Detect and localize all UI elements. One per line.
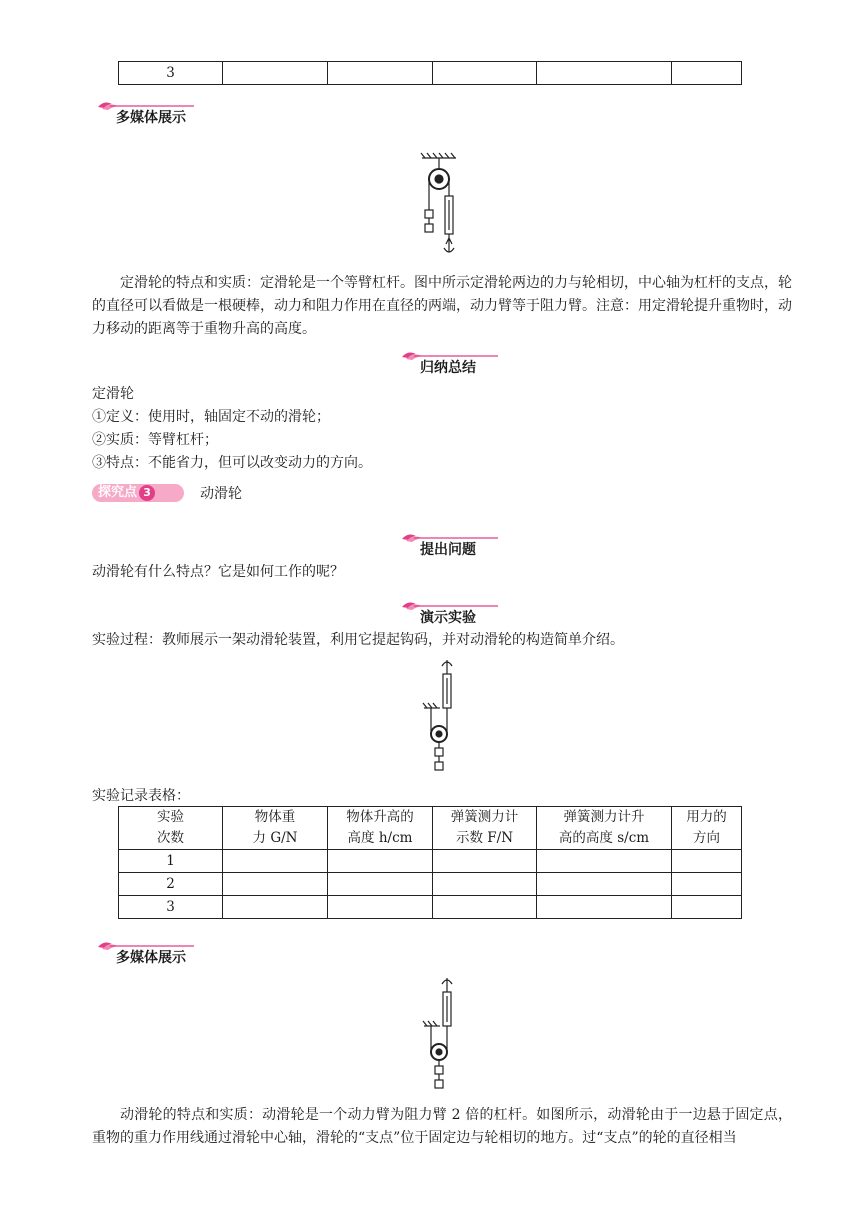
summary-title: 定滑轮 [92,386,134,402]
summary-item: ①定义：使用时，轴固定不动的滑轮； [92,409,330,425]
table-row [119,896,742,919]
paragraph-movable-pulley: 动滑轮的特点和实质：动滑轮是一个动力臂为阻力臂 2 倍的杠杆。如图所示，动滑轮由于一边悬于固定点，重物的重力作用线通过滑轮中心轴，滑轮的“支点”位于固定边与轮相切的地方。过“支点”的轮的直径相当 [92,1107,792,1146]
summary-item: ③特点：不能省力，但可以改变动力的方向。 [92,455,372,471]
top-table-fragment [118,61,742,85]
column-header: 物体升高的 高度 h/cm [328,807,433,850]
section-heading-multimedia: 多媒体展示 [96,944,196,966]
fixed-pulley-figure [416,152,466,264]
column-header: 实验 次数 [119,807,223,850]
column-header: 物体重 力 G/N [223,807,328,850]
table-cell: 1 [119,850,223,873]
movable-pulley-figure [422,976,472,1094]
section-heading-summary: 归纳总结 [400,354,500,376]
table-caption: 实验记录表格： [92,788,190,804]
summary-item: ②实质：等臂杠杆； [92,432,218,448]
experiment-record-table [118,806,742,919]
column-header: 用力的 方向 [672,807,742,850]
demo-text: 实验过程：教师展示一架动滑轮装置，利用它提起钩码，并对动滑轮的构造简单介绍。 [92,632,624,648]
table-cell: 3 [119,896,223,919]
paragraph-fixed-pulley: 定滑轮的特点和实质：定滑轮是一个等臂杠杆。图中所示定滑轮两边的力与轮相切，中心轴为杠杆的支点，轮的直径可以看做是一根硬棒，动力和阻力作用在直径的两端，动力臂等于阻力臂。注意：用定滑轮提升重物时，动力移动的距离等于重物升高的高度。 [92,275,792,337]
explore-title: 动滑轮 [200,486,242,502]
table-row [119,850,742,873]
movable-pulley-figure [422,658,472,776]
column-header: 弹簧测力计升 高的高度 s/cm [537,807,672,850]
table-cell: 2 [119,873,223,896]
table-row [119,873,742,896]
section-heading-question: 提出问题 [400,536,500,558]
table-header-row [119,807,742,850]
section-heading-multimedia: 多媒体展示 [96,104,196,126]
question-text: 动滑轮有什么特点？它是如何工作的呢？ [92,564,344,580]
explore-point-badge: 探究点 3 [92,484,184,502]
badge-number: 3 [139,485,155,501]
column-header: 弹簧测力计 示数 F/N [433,807,537,850]
section-heading-demo: 演示实验 [400,604,500,626]
table-cell: 3 [119,62,223,85]
